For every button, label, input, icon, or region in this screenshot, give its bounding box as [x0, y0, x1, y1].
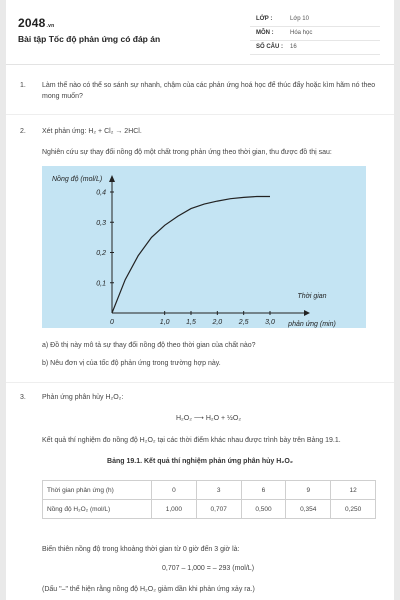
table-row: [43, 481, 376, 500]
table-cell: 0: [152, 481, 197, 500]
x-tick-label: 2,0: [212, 319, 223, 326]
question-number: 1.: [20, 82, 26, 89]
reaction-text: Xét phản ứng: H₂ + Cl₂ → 2HCl.: [42, 128, 142, 135]
table-cell: 3: [196, 481, 241, 500]
table-cell: Thời gian phản ứng (h): [43, 481, 152, 500]
question-2-part-a: a) Đồ thị này mô tả sự thay đổi nồng độ theo thời gian của chất nào?: [42, 342, 256, 349]
document-page: [6, 0, 394, 600]
meta-class-row: [250, 14, 380, 27]
page-title: Bài tập Tốc độ phản ứng có đáp án: [18, 34, 161, 44]
x-axis-arrow: [304, 310, 310, 316]
meta-count-row: [250, 42, 380, 55]
table-cell: 0,250: [331, 500, 376, 519]
question-3-intro: Kết quả thí nghiệm đo nồng độ H₂O₂ tại các thời điểm khác nhau được trình bày trên Bảng 19.1.: [42, 437, 341, 444]
table-cell: 1,000: [152, 500, 197, 519]
question-text: Làm thế nào có thể so sánh sự nhanh, chậm của các phản ứng hoá học để thúc đẩy hoặc kìm hãm nó theo mong muốn?: [42, 82, 376, 100]
table-cell: 0,707: [196, 500, 241, 519]
table-cell: 0,354: [286, 500, 331, 519]
x-tick-label: 1,0: [159, 319, 170, 326]
x-axis-label: Thời gian: [297, 293, 327, 300]
x-axis-label-unit: phản ứng (min): [288, 321, 336, 328]
meta-subject-row: [250, 28, 380, 41]
y-axis-label: Nồng độ (mol/L): [52, 176, 103, 183]
results-table: [42, 480, 376, 519]
y-tick-label: 0,2: [96, 250, 106, 257]
y-tick-label: 0,1: [96, 280, 106, 288]
y-tick-label: 0,4: [96, 189, 106, 197]
table-row: [43, 500, 376, 519]
decomposition-equation: H₂O₂ ⟶ H₂O + ½O₂: [176, 415, 242, 422]
y-tick-label: 0,3: [96, 219, 106, 227]
table-caption: Bảng 19.1. Kết quả thí nghiệm phản ứng phân hủy H₂O₂: [107, 458, 293, 465]
question-number: 2.: [20, 128, 26, 135]
x-tick-label: 0: [110, 319, 114, 326]
divider: [6, 382, 394, 383]
divider: [6, 114, 394, 115]
concentration-curve: [112, 197, 270, 314]
x-tick-label: 1,5: [186, 319, 196, 326]
question-text: Phản ứng phân hủy H₂O₂:: [42, 394, 124, 401]
question-2-part-b: b) Nêu đơn vị của tốc độ phản ứng trong trường hợp này.: [42, 360, 221, 367]
meta-subject-label: MÔN :: [256, 30, 274, 36]
change-text: Biến thiên nồng độ trong khoảng thời gian từ 0 giờ đến 3 giờ là:: [42, 546, 240, 553]
y-axis-arrow: [109, 175, 115, 182]
meta-count-value: 16: [290, 44, 297, 50]
table-cell: Nồng độ H₂O₂ (mol/L): [43, 500, 152, 519]
change-calculation: 0,707 – 1,000 = – 293 (mol/L): [162, 565, 255, 572]
table-cell: 12: [331, 481, 376, 500]
meta-class-label: LỚP :: [256, 16, 273, 22]
x-tick-label: 2,5: [238, 319, 249, 326]
meta-subject-value: Hóa học: [290, 30, 313, 36]
concentration-chart: [42, 166, 366, 328]
sign-note: (Dấu "–" thể hiện rằng nồng độ H₂O₂ giảm dần khi phản ứng xảy ra.): [42, 586, 255, 593]
question-number: 3.: [20, 394, 26, 401]
table-cell: 9: [286, 481, 331, 500]
meta-count-label: SỐ CÂU :: [256, 44, 283, 50]
meta-class-value: Lớp 10: [290, 16, 309, 22]
table-cell: 6: [241, 481, 286, 500]
page-header: [6, 0, 394, 65]
table-cell: 0,500: [241, 500, 286, 519]
site-logo[interactable]: 2048.vn: [18, 16, 55, 30]
chart-canvas: [42, 166, 366, 328]
x-tick-label: 3,0: [265, 319, 275, 326]
question-2-intro: Nghiên cứu sự thay đổi nồng độ một chất trong phản ứng theo thời gian, thu được đồ thị sau:: [42, 149, 332, 156]
